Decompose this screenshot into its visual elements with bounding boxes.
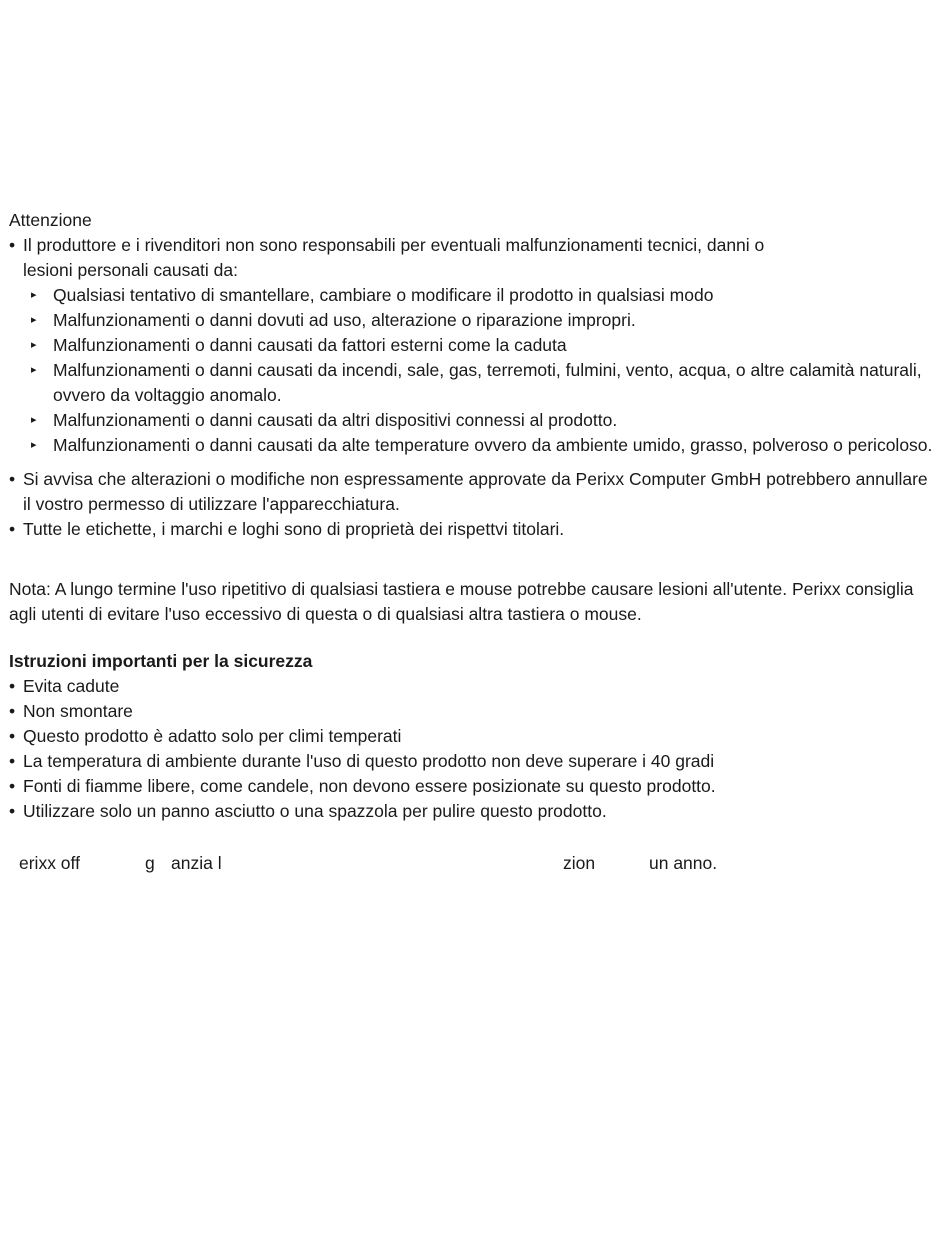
attention-bullet-1-line-1: Il produttore e i rivenditori non sono responsabili per eventuali malfunzionamenti tecnici, danni o bbox=[23, 235, 765, 255]
sublist-item: ▸ Malfunzionamenti o danni causati da fattori esterni come la caduta bbox=[29, 333, 939, 358]
safety-list bbox=[9, 674, 939, 824]
attention-title: Attenzione bbox=[9, 210, 92, 230]
safety-item: • Evita cadute bbox=[9, 674, 939, 699]
warranty-fragment: un anno. bbox=[649, 853, 718, 873]
triangle-bullet-icon: ▸ bbox=[31, 364, 37, 376]
warranty-fragment: erixx off bbox=[19, 853, 80, 873]
bullet-icon: • bbox=[9, 701, 16, 721]
safety-item: • La temperatura di ambiente durante l'uso di questo prodotto non deve superare i 40 gradi bbox=[9, 749, 939, 774]
attention-bullet-2: • Si avvisa che alterazioni o modifiche non espressamente approvate da Perixx Computer GmbH potrebbero annullare il vostro permesso di utilizzare l'apparecchiatura. bbox=[9, 469, 928, 514]
sublist-item: ▸ Malfunzionamenti o danni causati da incendi, sale, gas, terremoti, fulmini, vento, acqua, o altre calamità naturali, ovvero da voltaggio anomalo. bbox=[31, 360, 922, 405]
triangle-bullet-icon: ▸ bbox=[31, 439, 37, 451]
safety-item: • Utilizzare solo un panno asciutto o una spazzola per pulire questo prodotto. bbox=[9, 799, 939, 824]
warranty-fragment: zion bbox=[563, 853, 596, 873]
bullet-icon: • bbox=[9, 519, 16, 539]
safety-item: • Fonti di fiamme libere, come candele, non devono essere posizionate su questo prodotto. bbox=[9, 774, 939, 799]
triangle-bullet-icon: ▸ bbox=[31, 314, 37, 326]
attention-sublist bbox=[29, 283, 939, 458]
bullet-icon: • bbox=[9, 469, 16, 489]
warranty-fragment: anzia l bbox=[171, 853, 222, 873]
warranty-fragment: g bbox=[145, 853, 155, 873]
attention-bullet-1 bbox=[9, 233, 939, 283]
sublist-item: ▸ Malfunzionamenti o danni causati da altri dispositivi connessi al prodotto. bbox=[29, 408, 939, 433]
bullet-icon: • bbox=[9, 801, 16, 821]
usage-note: Nota: A lungo termine l'uso ripetitivo di qualsiasi tastiera e mouse potrebbe causare lesioni all'utente. Perixx consiglia agli utenti di evitare l'uso eccessivo di questa o di qualsiasi altra tastiera o mouse. bbox=[9, 579, 914, 624]
sublist-item: ▸ Qualsiasi tentativo di smantellare, cambiare o modificare il prodotto in qualsiasi modo bbox=[29, 283, 939, 308]
document-page bbox=[9, 208, 939, 876]
safety-item: • Non smontare bbox=[9, 699, 939, 724]
attention-bullet-1-line-2: lesioni personali causati da: bbox=[23, 260, 238, 280]
safety-heading: Istruzioni importanti per la sicurezza bbox=[9, 651, 313, 671]
triangle-bullet-icon: ▸ bbox=[31, 339, 37, 351]
triangle-bullet-icon: ▸ bbox=[31, 414, 37, 426]
sublist-item: ▸ Malfunzionamenti o danni causati da alte temperature ovvero da ambiente umido, grasso, polveroso o pericoloso. bbox=[29, 433, 939, 458]
bullet-icon: • bbox=[9, 235, 16, 255]
bullet-icon: • bbox=[9, 751, 16, 771]
attention-bullet-3: • Tutte le etichette, i marchi e loghi sono di proprietà dei rispettvi titolari. bbox=[9, 517, 939, 542]
triangle-bullet-icon: ▸ bbox=[31, 289, 37, 301]
warranty-fragment-line bbox=[9, 851, 939, 876]
bullet-icon: • bbox=[9, 726, 16, 746]
safety-item: • Questo prodotto è adatto solo per climi temperati bbox=[9, 724, 939, 749]
sublist-item: ▸ Malfunzionamenti o danni dovuti ad uso, alterazione o riparazione impropri. bbox=[29, 308, 939, 333]
bullet-icon: • bbox=[9, 776, 16, 796]
bullet-icon: • bbox=[9, 676, 16, 696]
